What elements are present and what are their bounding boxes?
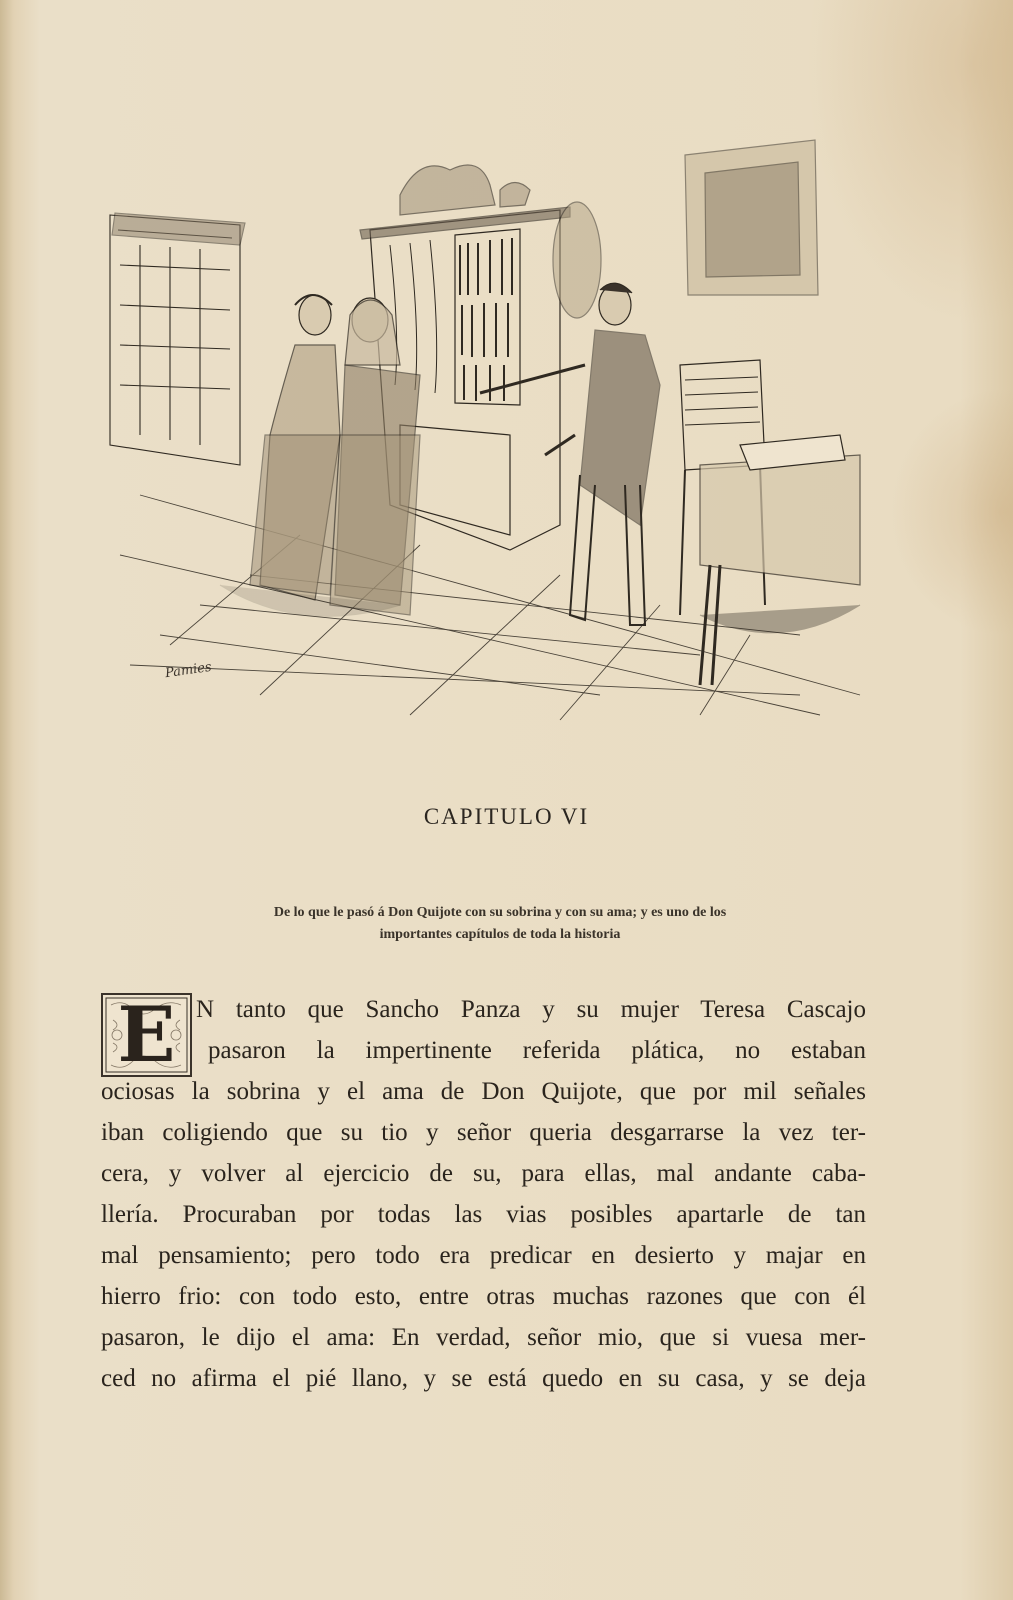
painting	[685, 140, 818, 295]
body-text-line: llería. Procuraban por todas las vias posibles apartarle de tan	[101, 1201, 866, 1228]
body-text-line: hierro frio: con todo esto, entre otras muchas razones que con él	[101, 1283, 866, 1310]
drop-cap-letter: E	[117, 990, 176, 1079]
body-text-line: N tanto que Sancho Panza y su mujer Teresa Cascajo	[196, 996, 866, 1023]
body-text-line: ced no afirma el pié llano, y se está quedo en su casa, y se deja	[101, 1365, 866, 1392]
illustration-drawing	[100, 135, 880, 725]
body-text-line: pasaron la impertinente referida plática, no estaban	[208, 1037, 866, 1064]
women-figures	[250, 295, 420, 615]
body-text-line: mal pensamiento; pero todo era predicar en desierto y majar en	[101, 1242, 866, 1269]
engraving-illustration	[100, 135, 880, 725]
door	[110, 213, 245, 465]
artist-signature: Pamies	[164, 659, 213, 682]
chapter-summary-line: importantes capítulos de toda la historia	[379, 927, 621, 942]
body-text-line: cera, y volver al ejercicio de su, para ellas, mal andante caba-	[101, 1160, 866, 1187]
body-text-line: pasaron, le dijo el ama: En verdad, señor mio, que si vuesa mer-	[101, 1324, 866, 1351]
body-text-line: iban coligiendo que su tio y señor queria desgarrarse la vez ter-	[101, 1119, 866, 1146]
chapter-summary	[180, 902, 820, 946]
table	[700, 435, 860, 685]
chapter-summary-line: De lo que le pasó á Don Quijote con su sobrina y con su ama; y es uno de los	[273, 905, 727, 920]
body-text-line: ociosas la sobrina y el ama de Don Quijote, que por mil señales	[101, 1078, 866, 1105]
drop-cap	[101, 990, 192, 1079]
chapter-title: CAPITULO VI	[423, 804, 590, 829]
